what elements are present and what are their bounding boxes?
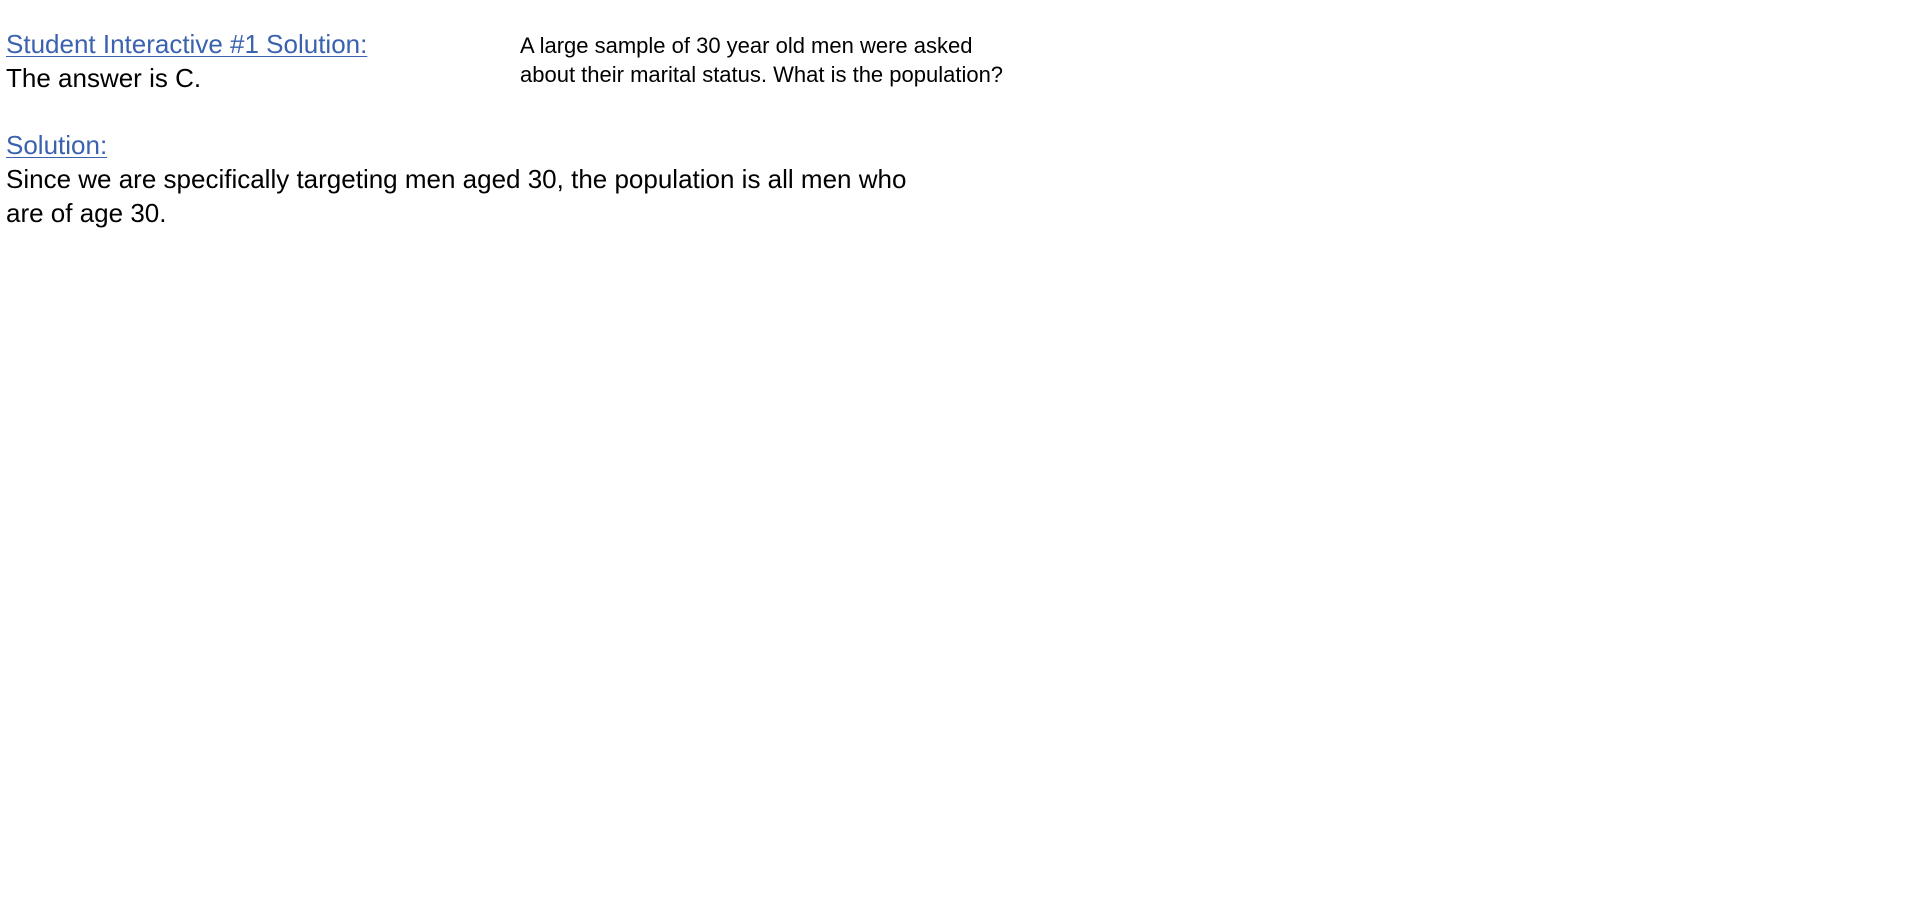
- solution-section: [6, 128, 1016, 230]
- solution-heading-link[interactable]: Solution:: [6, 130, 108, 160]
- answer-heading-link[interactable]: Student Interactive #1 Solution:: [6, 29, 368, 59]
- answer-text: The answer is C.: [6, 63, 202, 93]
- solution-explanation: Since we are specifically targeting men aged 30, the population is all men who are of age 30.: [6, 164, 907, 228]
- question-text: A large sample of 30 year old men were asked about their marital status. What is the population?: [520, 33, 1004, 87]
